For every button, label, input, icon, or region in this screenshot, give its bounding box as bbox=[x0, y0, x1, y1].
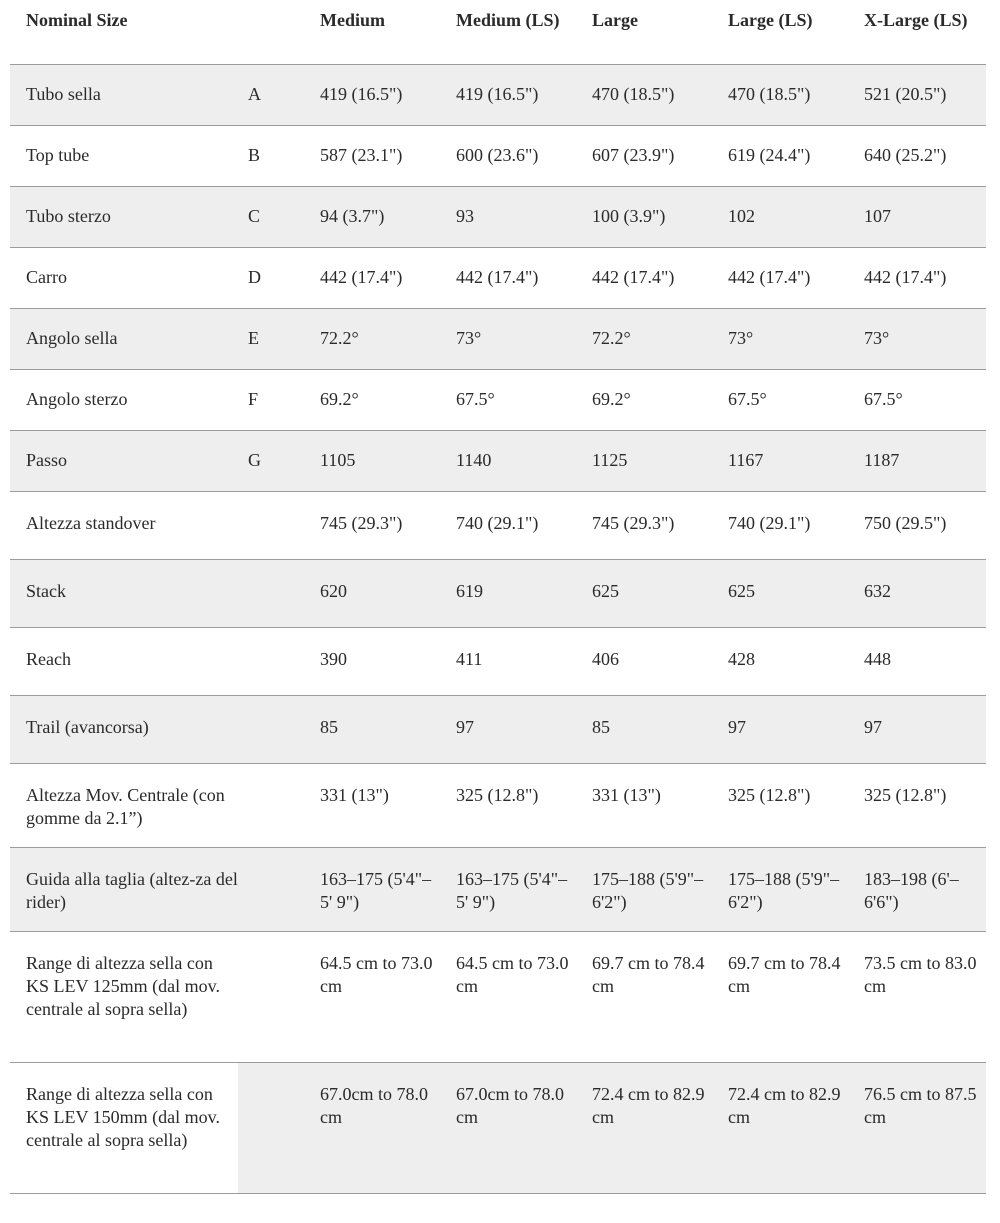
cell-value: 94 (3.7") bbox=[306, 186, 442, 247]
header-code bbox=[238, 0, 306, 64]
row-label: Range di altezza sella con KS LEV 150mm (dal mov. centrale al sopra sella) bbox=[10, 1062, 238, 1193]
cell-value: 1105 bbox=[306, 430, 442, 491]
cell-value: 442 (17.4") bbox=[306, 247, 442, 308]
cell-value: 93 bbox=[442, 186, 578, 247]
row-label: Altezza Mov. Centrale (con gomme da 2.1”) bbox=[10, 763, 238, 847]
cell-value: 745 (29.3") bbox=[306, 491, 442, 559]
row-code: D bbox=[238, 247, 306, 308]
cell-value: 620 bbox=[306, 559, 442, 627]
cell-value: 325 (12.8") bbox=[850, 763, 986, 847]
cell-value: 73° bbox=[850, 308, 986, 369]
cell-value: 175–188 (5'9"–6'2") bbox=[714, 847, 850, 931]
cell-value: 740 (29.1") bbox=[442, 491, 578, 559]
header-size-medium-ls: Medium (LS) bbox=[442, 0, 578, 64]
cell-value: 85 bbox=[578, 695, 714, 763]
cell-value: 750 (29.5") bbox=[850, 491, 986, 559]
cell-value: 183–198 (6'–6'6") bbox=[850, 847, 986, 931]
header-size-large: Large bbox=[578, 0, 714, 64]
cell-value: 73° bbox=[714, 308, 850, 369]
cell-value: 632 bbox=[850, 559, 986, 627]
cell-value: 470 (18.5") bbox=[578, 64, 714, 125]
row-code: B bbox=[238, 125, 306, 186]
table-row bbox=[10, 763, 986, 847]
cell-value: 72.4 cm to 82.9 cm bbox=[578, 1062, 714, 1193]
row-code: A bbox=[238, 64, 306, 125]
header-row bbox=[10, 0, 986, 64]
header-size-large-ls: Large (LS) bbox=[714, 0, 850, 64]
cell-value: 331 (13") bbox=[306, 763, 442, 847]
row-label: Tubo sella bbox=[10, 64, 238, 125]
cell-value: 100 (3.9") bbox=[578, 186, 714, 247]
cell-value: 442 (17.4") bbox=[578, 247, 714, 308]
row-code bbox=[238, 931, 306, 1062]
cell-value: 625 bbox=[578, 559, 714, 627]
row-label: Angolo sterzo bbox=[10, 369, 238, 430]
table-row bbox=[10, 64, 986, 125]
row-label: Passo bbox=[10, 430, 238, 491]
cell-value: 325 (12.8") bbox=[714, 763, 850, 847]
header-size-xlarge-ls: X-Large (LS) bbox=[850, 0, 986, 64]
cell-value: 419 (16.5") bbox=[306, 64, 442, 125]
cell-value: 1167 bbox=[714, 430, 850, 491]
cell-value: 442 (17.4") bbox=[850, 247, 986, 308]
cell-value: 625 bbox=[714, 559, 850, 627]
row-label: Carro bbox=[10, 247, 238, 308]
cell-value: 1125 bbox=[578, 430, 714, 491]
cell-value: 73° bbox=[442, 308, 578, 369]
cell-value: 325 (12.8") bbox=[442, 763, 578, 847]
row-code bbox=[238, 491, 306, 559]
cell-value: 64.5 cm to 73.0 cm bbox=[306, 931, 442, 1062]
cell-value: 67.0cm to 78.0 cm bbox=[442, 1062, 578, 1193]
cell-value: 1140 bbox=[442, 430, 578, 491]
header-nominal-size: Nominal Size bbox=[10, 0, 238, 64]
cell-value: 607 (23.9") bbox=[578, 125, 714, 186]
table-row bbox=[10, 627, 986, 695]
row-code bbox=[238, 559, 306, 627]
table-row bbox=[10, 931, 986, 1062]
table-row bbox=[10, 369, 986, 430]
cell-value: 448 bbox=[850, 627, 986, 695]
row-label: Top tube bbox=[10, 125, 238, 186]
row-label: Tubo sterzo bbox=[10, 186, 238, 247]
row-label: Guida alla taglia (altez-za del rider) bbox=[10, 847, 238, 931]
cell-value: 69.7 cm to 78.4 cm bbox=[714, 931, 850, 1062]
cell-value: 64.5 cm to 73.0 cm bbox=[442, 931, 578, 1062]
cell-value: 406 bbox=[578, 627, 714, 695]
cell-value: 331 (13") bbox=[578, 763, 714, 847]
row-label: Angolo sella bbox=[10, 308, 238, 369]
row-code bbox=[238, 1062, 306, 1193]
cell-value: 73.5 cm to 83.0 cm bbox=[850, 931, 986, 1062]
cell-value: 600 (23.6") bbox=[442, 125, 578, 186]
row-label: Stack bbox=[10, 559, 238, 627]
row-code bbox=[238, 627, 306, 695]
row-code: C bbox=[238, 186, 306, 247]
row-label: Range di altezza sella con KS LEV 125mm (dal mov. centrale al sopra sella) bbox=[10, 931, 238, 1062]
cell-value: 390 bbox=[306, 627, 442, 695]
cell-value: 107 bbox=[850, 186, 986, 247]
cell-value: 745 (29.3") bbox=[578, 491, 714, 559]
geometry-table bbox=[10, 0, 986, 1194]
table-row bbox=[10, 847, 986, 931]
row-code bbox=[238, 695, 306, 763]
row-label: Altezza standover bbox=[10, 491, 238, 559]
cell-value: 428 bbox=[714, 627, 850, 695]
row-code bbox=[238, 763, 306, 847]
row-label: Reach bbox=[10, 627, 238, 695]
cell-value: 740 (29.1") bbox=[714, 491, 850, 559]
table-row bbox=[10, 491, 986, 559]
header-size-medium: Medium bbox=[306, 0, 442, 64]
table-row bbox=[10, 430, 986, 491]
row-code: E bbox=[238, 308, 306, 369]
table-row bbox=[10, 1062, 986, 1193]
table-row bbox=[10, 308, 986, 369]
cell-value: 1187 bbox=[850, 430, 986, 491]
cell-value: 442 (17.4") bbox=[714, 247, 850, 308]
table-row bbox=[10, 559, 986, 627]
cell-value: 470 (18.5") bbox=[714, 64, 850, 125]
cell-value: 69.2° bbox=[578, 369, 714, 430]
cell-value: 521 (20.5") bbox=[850, 64, 986, 125]
table-body bbox=[10, 64, 986, 1193]
table-header bbox=[10, 0, 986, 64]
table-row bbox=[10, 695, 986, 763]
cell-value: 69.7 cm to 78.4 cm bbox=[578, 931, 714, 1062]
cell-value: 411 bbox=[442, 627, 578, 695]
cell-value: 72.2° bbox=[306, 308, 442, 369]
cell-value: 97 bbox=[442, 695, 578, 763]
cell-value: 67.5° bbox=[714, 369, 850, 430]
cell-value: 97 bbox=[850, 695, 986, 763]
table-row bbox=[10, 247, 986, 308]
cell-value: 640 (25.2") bbox=[850, 125, 986, 186]
table-row bbox=[10, 125, 986, 186]
cell-value: 163–175 (5'4"–5' 9") bbox=[306, 847, 442, 931]
cell-value: 67.0cm to 78.0 cm bbox=[306, 1062, 442, 1193]
row-code: F bbox=[238, 369, 306, 430]
cell-value: 76.5 cm to 87.5 cm bbox=[850, 1062, 986, 1193]
cell-value: 419 (16.5") bbox=[442, 64, 578, 125]
cell-value: 97 bbox=[714, 695, 850, 763]
cell-value: 67.5° bbox=[850, 369, 986, 430]
cell-value: 102 bbox=[714, 186, 850, 247]
cell-value: 72.4 cm to 82.9 cm bbox=[714, 1062, 850, 1193]
table-row bbox=[10, 186, 986, 247]
row-code bbox=[238, 847, 306, 931]
cell-value: 72.2° bbox=[578, 308, 714, 369]
row-label: Trail (avancorsa) bbox=[10, 695, 238, 763]
cell-value: 619 (24.4") bbox=[714, 125, 850, 186]
cell-value: 587 (23.1") bbox=[306, 125, 442, 186]
row-code: G bbox=[238, 430, 306, 491]
cell-value: 85 bbox=[306, 695, 442, 763]
cell-value: 69.2° bbox=[306, 369, 442, 430]
cell-value: 619 bbox=[442, 559, 578, 627]
cell-value: 175–188 (5'9"–6'2") bbox=[578, 847, 714, 931]
cell-value: 442 (17.4") bbox=[442, 247, 578, 308]
cell-value: 163–175 (5'4"–5' 9") bbox=[442, 847, 578, 931]
cell-value: 67.5° bbox=[442, 369, 578, 430]
